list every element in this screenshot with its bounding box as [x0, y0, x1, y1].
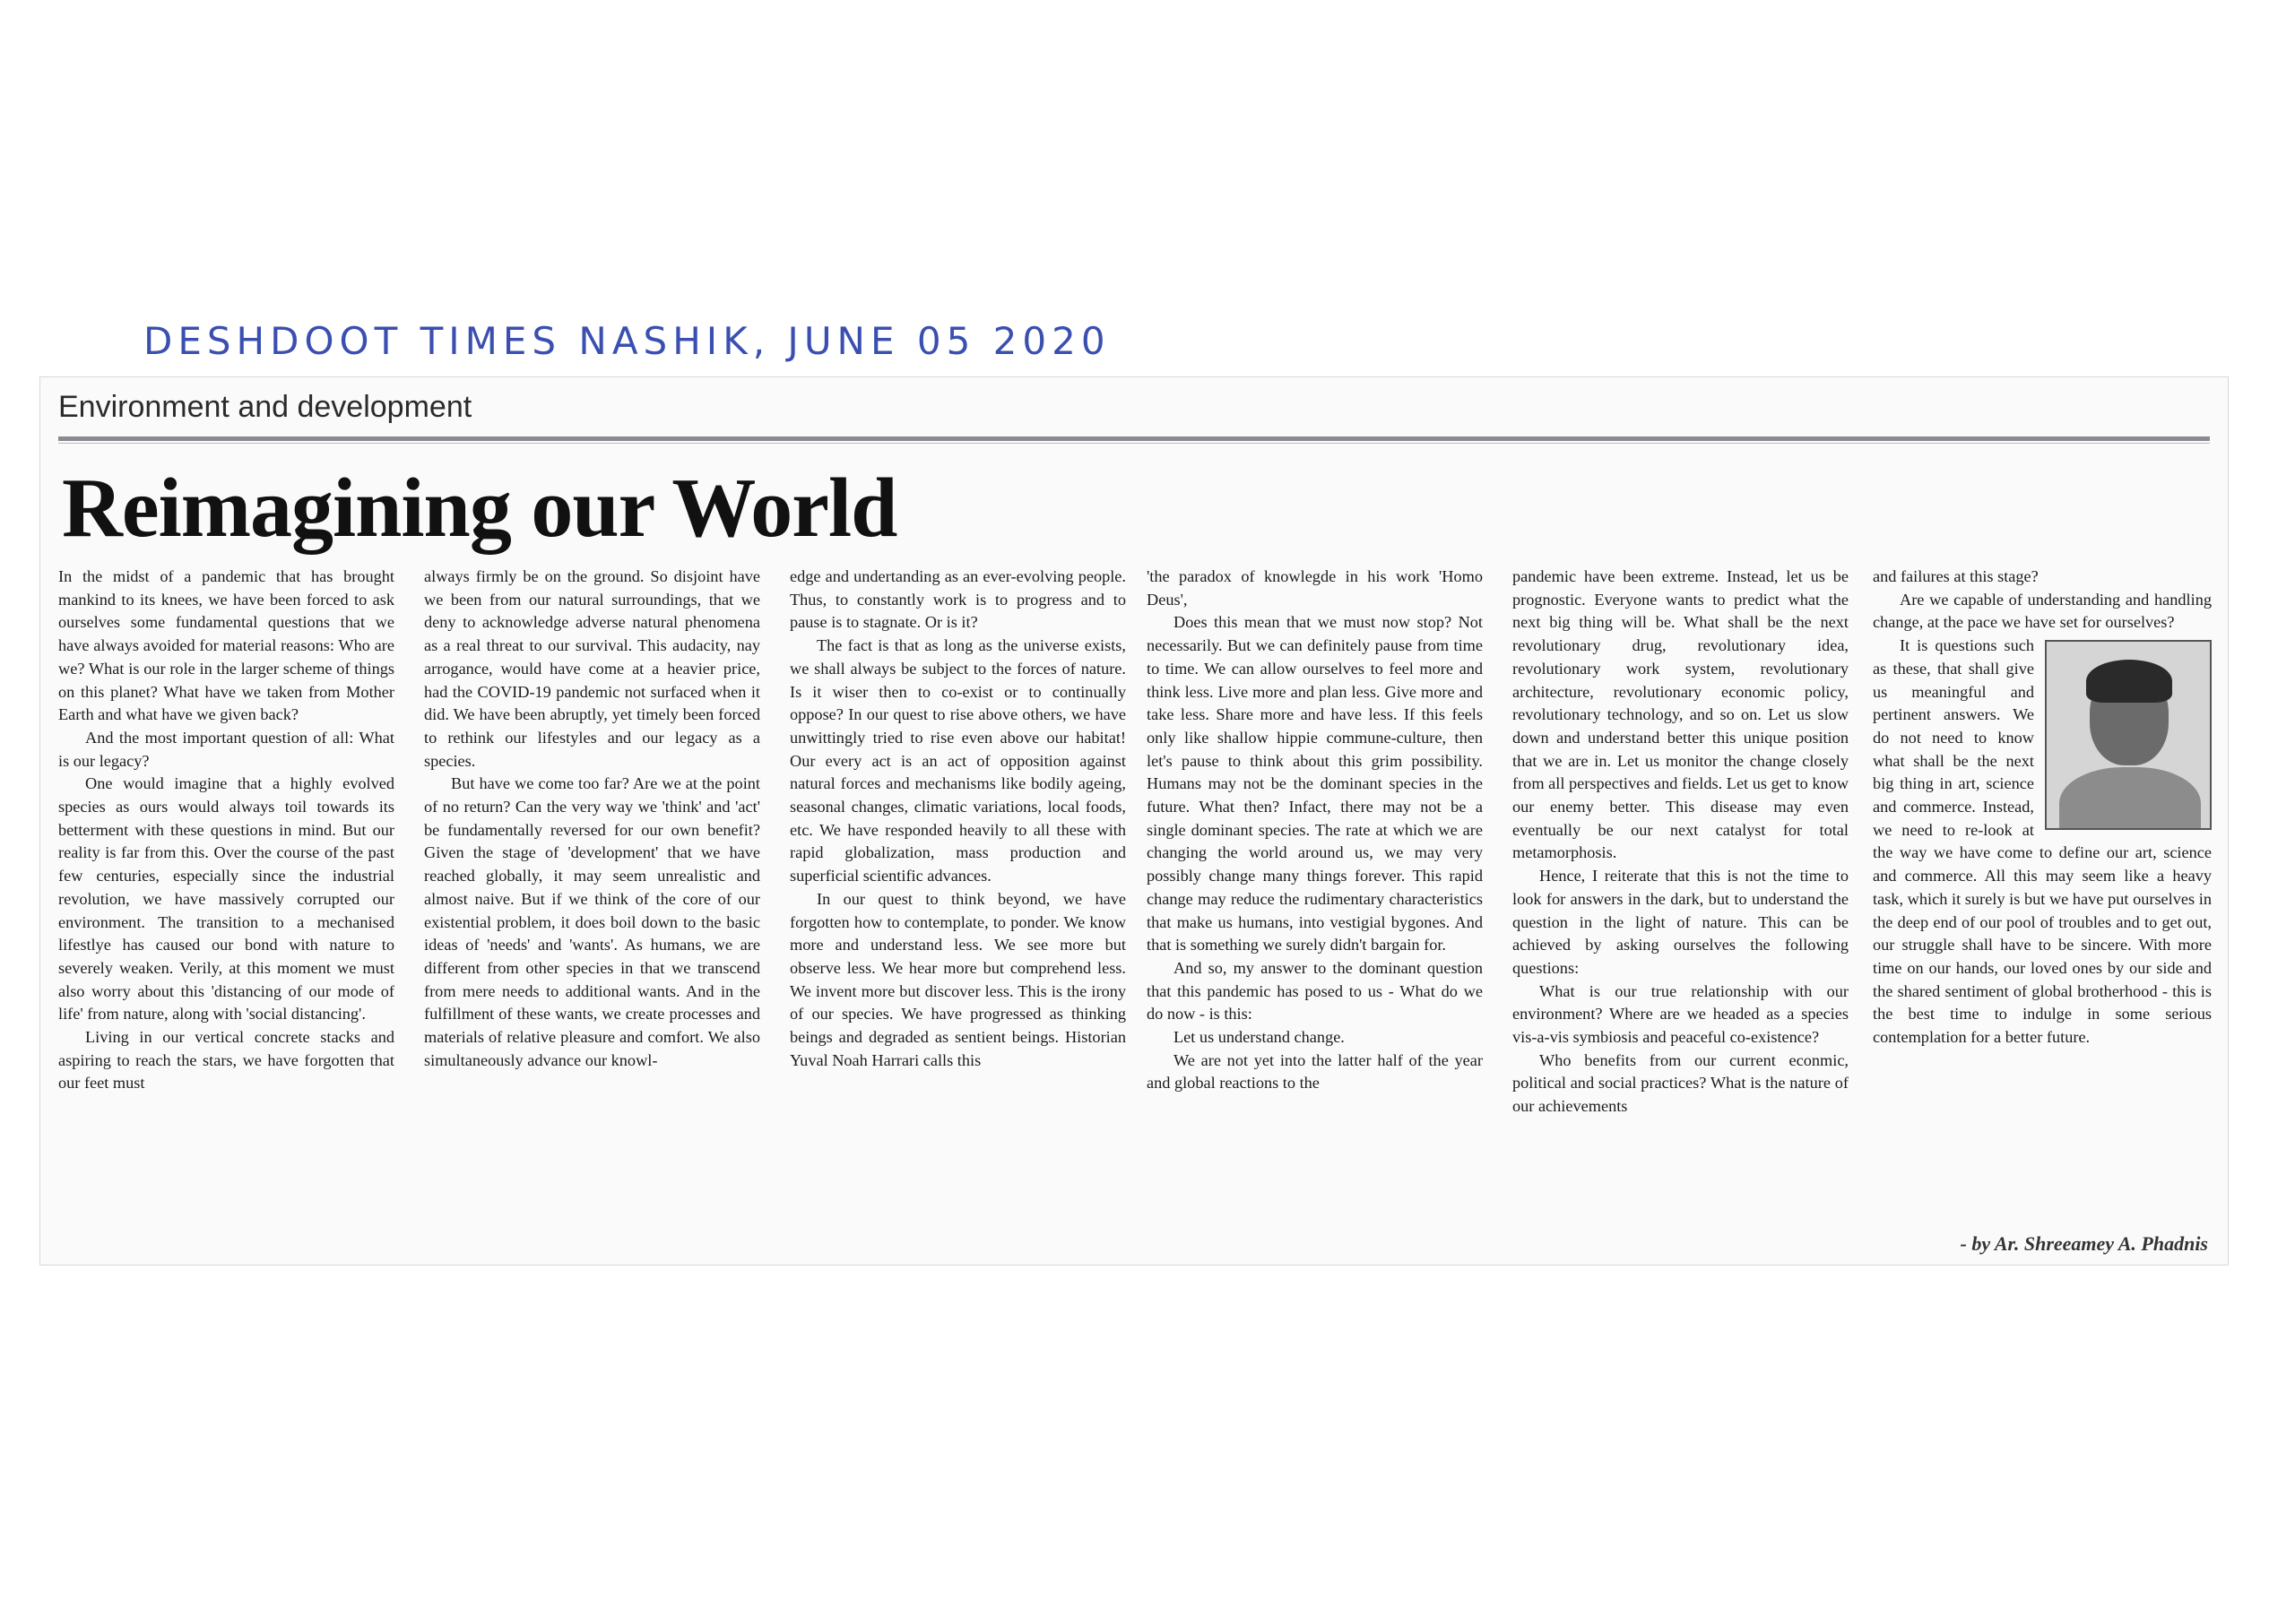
- section-rule: [58, 436, 2210, 441]
- paragraph: and failures at this stage?: [1873, 567, 2039, 585]
- paragraph: But have we come too far? Are we at the point of no return? Can the very way we 'think' and 'act' be fundamentally reversed for our own benefit? Given the stage of 'development' that we have reached globally, it may seem unrealistic and almost naive. But if we think of the core of our existential problem, it does boil down to the basic ideas of 'needs' and 'wants'. As humans, we are different from other species in that we transcend from mere needs to additional wants. And in the fulfillment of these wants, we create processes and materials of relative pleasure and comfort. We also simultaneously advance our knowl-: [424, 774, 760, 1069]
- paragraph: In our quest to think beyond, we have forgotten how to contemplate, to ponder. We know more and understand less. We see more but observe less. We hear more but comprehend less. We invent more but discover less. This is the irony of our species. We have progressed as thinking beings and degraded as sentient beings. Historian Yuval Noah Harrari calls this: [790, 889, 1126, 1069]
- paragraph: pandemic have been extreme. Instead, let us be prognostic. Everyone wants to predict what the next big thing will be. What shall be the next revolutionary drug, revolutionary idea, revolutionary work system, revolutionary architecture, revolutionary economic policy, revolutionary technology, and so on. Let us slow down and understand better this unique position that we are in. Let us monitor the change closely from all perspectives and fields. Let us get to know our enemy better. This disease may even eventually be our next catalyst for total metamorphosis.: [1512, 567, 1849, 862]
- photo-hair: [2086, 660, 2172, 703]
- paragraph: What is our true relationship with our environment? Where are we headed as a species vis-a-vis symbiosis and peaceful co-existence?: [1512, 981, 1849, 1047]
- section-rule-thin: [58, 443, 2210, 444]
- article-column-6: [1873, 566, 2212, 1238]
- paragraph: It is questions such as these, that shall give us meaningful and pertinent answers. We do not need to know what shall be the next big thing in art, science and commerce. Instead, we need to re-look at the way we have come to define our art, science and commerce. All this may seem like a heavy task, which it surely is but we have put ourselves in the deep end of our pool of troubles and to get out, our struggle shall have to be sincere. With more time on our hands, our loved ones by our side and the shared sentiment of global brotherhood - this is the best time to indulge in some serious contemplation for a better future.: [1873, 636, 2212, 1047]
- author-photo-icon: [2045, 640, 2212, 830]
- paragraph: Who benefits from our current econmic, political and social practices? What is the nature of our achievements: [1512, 1050, 1849, 1116]
- paragraph: edge and undertanding as an ever-evolving people. Thus, to constantly work is to progress and to pause is to stagnate. Or is it?: [790, 567, 1126, 632]
- handwritten-source-note: DESHDOOT TIMES NASHIK, JUNE 05 2020: [143, 319, 1111, 363]
- paragraph: We are not yet into the latter half of the year and global reactions to the: [1147, 1050, 1483, 1093]
- paragraph: And the most important question of all: What is our legacy?: [58, 728, 394, 770]
- paragraph: Let us understand change.: [1173, 1028, 1345, 1047]
- photo-shoulders: [2059, 767, 2201, 830]
- article-headline: Reimagining our World: [62, 462, 897, 555]
- article-column-3: [790, 566, 1126, 1238]
- article-column-2: [424, 566, 760, 1238]
- paragraph: One would imagine that a highly evolved species as ours would always toil towards its betterment with these questions in mind. But our reality is far from this. Over the course of the past few centuries, especially since the industrial revolution, we have massively corrupted our environment. The transition to a mechanised lifestlye has caused our bond with nature to severely weaken. Verily, at this moment we must also worry about this 'distancing of our mode of life' from nature, along with 'social distancing'.: [58, 774, 394, 1024]
- paragraph: Living in our vertical concrete stacks and aspiring to reach the stars, we have forgotten that our feet must: [58, 1028, 394, 1093]
- article-column-1: [58, 566, 394, 1238]
- paragraph: always firmly be on the ground. So disjoint have we been from our natural surroundings, that we deny to acknowledge adverse natural phenomena as a real threat to our survival. This audacity, nay arrogance, would have come at a heavier price, had the COVID-19 pandemic not surfaced when it did. We have been abruptly, yet timely been forced to rethink our lifestyles and our legacy as a species.: [424, 567, 760, 770]
- article-column-5: [1512, 566, 1849, 1238]
- article-column-4: [1147, 566, 1483, 1238]
- author-byline: - by Ar. Shreeamey A. Phadnis: [1960, 1232, 2208, 1255]
- paragraph: In the midst of a pandemic that has brought mankind to its knees, we have been forced to ask ourselves some fundamental questions that we have always avoided for material reasons: Who are we? What is our role in the larger scheme of things on this planet? What have we taken from Mother Earth and what have we given back?: [58, 567, 394, 724]
- paragraph: And so, my answer to the dominant question that this pandemic has posed to us - What do we do now - is this:: [1147, 958, 1483, 1024]
- section-label: Environment and development: [58, 390, 472, 424]
- paragraph: Does this mean that we must now stop? Not necessarily. But we can definitely pause from time to time. We can allow ourselves to feel more and think less. Live more and plan less. Give more and take less. Share more and have less. If this feels only like shallow hippie commune-culture, then let's pause to think about this grim possibility. Humans may not be the dominant species in the future. What then? Infact, there may not be a single dominant species. The rate at which we are changing the world around us, we may very possibly change many things forever. This rapid change may reduce the rudimentary characteristics that make us humans, into vestigial bygones. And that is something we surely didn't bargain for.: [1147, 613, 1483, 955]
- paragraph: The fact is that as long as the universe exists, we shall always be subject to the forces of nature. Is it wiser then to co-exist or to continually oppose? In our quest to rise above others, we have unwittingly tried to rise even above our habitat! Our every act is an act of opposition against natural forces and mechanisms like bodily ageing, seasonal changes, climatic variations, local foods, etc. We have responded heavily to all these with rapid globalization, mass production and superficial scientific advances.: [790, 636, 1126, 885]
- paragraph: Are we capable of understanding and handling change, at the pace we have set for ourselves?: [1873, 590, 2212, 632]
- paragraph: Hence, I reiterate that this is not the time to look for answers in the dark, but to understand the question in the light of nature. This can be achieved by asking ourselves the following questions:: [1512, 867, 1849, 977]
- newspaper-clipping: [39, 376, 2229, 1266]
- paragraph: 'the paradox of knowlegde in his work 'Homo Deus',: [1147, 567, 1483, 609]
